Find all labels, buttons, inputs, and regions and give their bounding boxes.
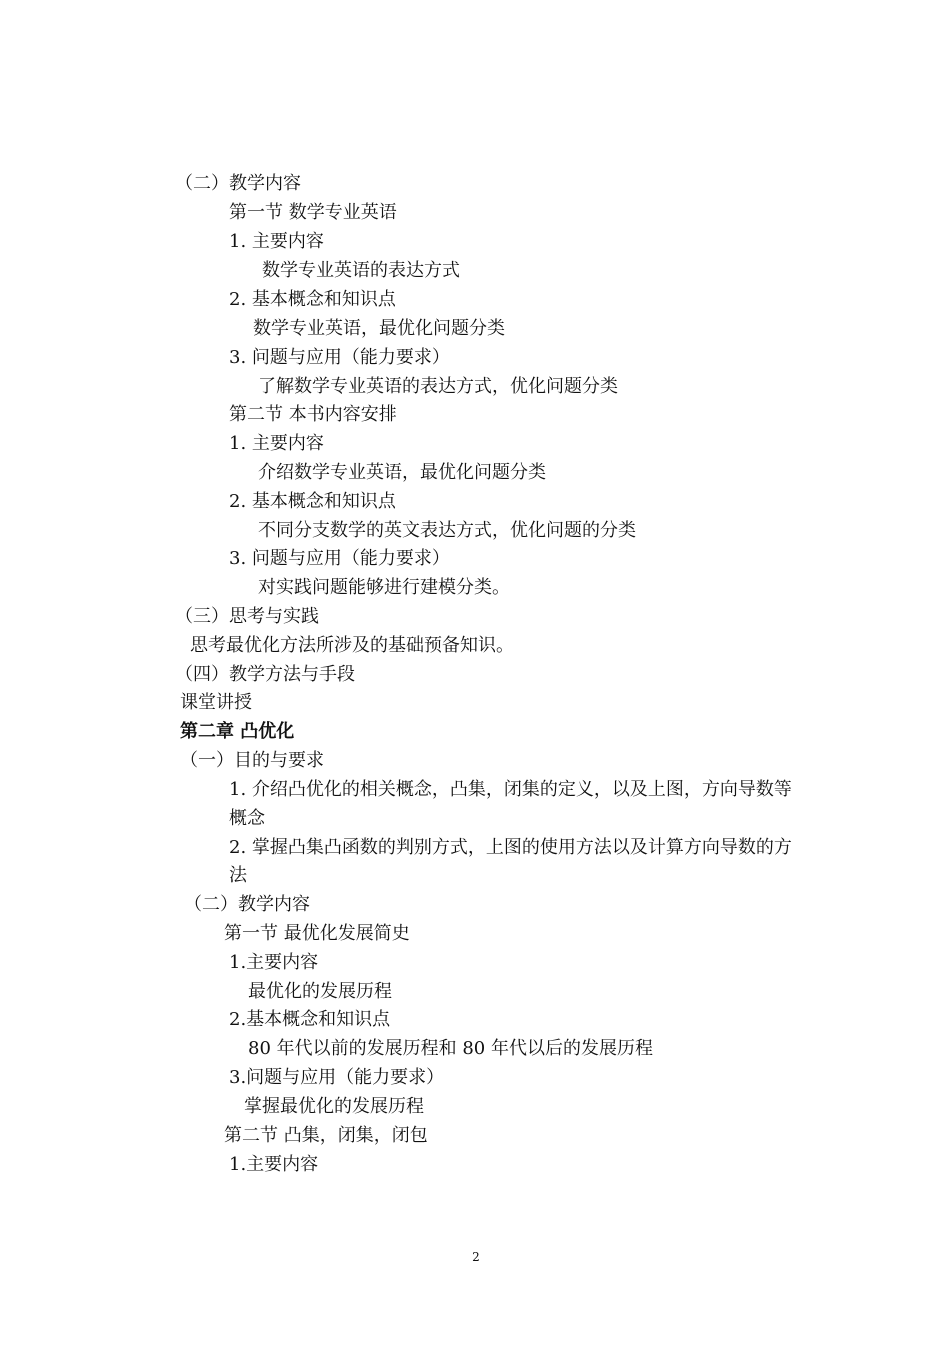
item-heading: 1.主要内容: [229, 952, 319, 973]
subsection-title: 第二节 本书内容安排: [229, 404, 397, 425]
item-heading: 3. 问题与应用（能力要求）: [229, 548, 450, 569]
item-heading: 1. 主要内容: [229, 231, 324, 252]
paragraph-continuation: 概念: [229, 808, 265, 829]
chapter-title: 第二章 凸优化: [180, 721, 295, 742]
item-heading: 2. 基本概念和知识点: [229, 491, 396, 512]
item-heading: 3. 问题与应用（能力要求）: [229, 347, 450, 368]
section-heading: （二）教学内容: [184, 894, 310, 915]
paragraph: 1. 介绍凸优化的相关概念，凸集，闭集的定义，以及上图，方向导数等: [229, 779, 792, 800]
subsection-title: 第一节 最优化发展简史: [224, 923, 410, 944]
item-text: 掌握最优化的发展历程: [244, 1096, 424, 1117]
paragraph: 思考最优化方法所涉及的基础预备知识。: [190, 635, 514, 656]
item-text: 数学专业英语，最优化问题分类: [253, 318, 505, 339]
page-number: 2: [472, 1250, 480, 1264]
section-heading: （四）教学方法与手段: [175, 664, 355, 685]
item-heading: 1. 主要内容: [229, 433, 324, 454]
section-heading: （二）教学内容: [175, 173, 301, 194]
item-text: 对实践问题能够进行建模分类。: [258, 577, 510, 598]
subsection-title: 第二节 凸集，闭集，闭包: [224, 1125, 428, 1146]
section-heading: （一）目的与要求: [180, 750, 324, 771]
paragraph-continuation: 法: [229, 865, 247, 886]
paragraph: 2. 掌握凸集凸函数的判别方式，上图的使用方法以及计算方向导数的方: [229, 837, 792, 858]
item-heading: 1.主要内容: [229, 1154, 319, 1175]
item-heading: 2. 基本概念和知识点: [229, 289, 396, 310]
item-heading: 2.基本概念和知识点: [229, 1009, 391, 1030]
item-text: 最优化的发展历程: [248, 981, 392, 1002]
paragraph: 课堂讲授: [180, 692, 252, 713]
subsection-title: 第一节 数学专业英语: [229, 202, 397, 223]
item-text: 了解数学专业英语的表达方式，优化问题分类: [258, 376, 618, 397]
section-heading: （三）思考与实践: [175, 606, 319, 627]
item-heading: 3.问题与应用（能力要求）: [229, 1067, 445, 1088]
item-text: 数学专业英语的表达方式: [262, 260, 460, 281]
item-text: 80 年代以前的发展历程和 80 年代以后的发展历程: [248, 1038, 653, 1059]
item-text: 不同分支数学的英文表达方式，优化问题的分类: [258, 520, 636, 541]
item-text: 介绍数学专业英语，最优化问题分类: [258, 462, 546, 483]
